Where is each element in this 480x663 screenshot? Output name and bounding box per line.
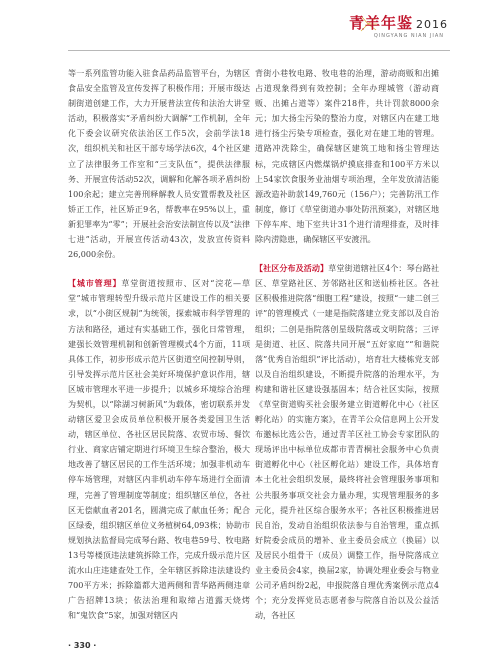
right-column — [255, 66, 439, 623]
left-column — [68, 66, 250, 623]
section-title-community: 【社区分布及活动】 — [255, 263, 329, 274]
header-divider — [68, 50, 450, 51]
yearbook-header — [298, 12, 448, 54]
community-text: 草堂街道辖社区4个：琴台路社区、草堂路社区、芳邻路社区和送仙桥社区。各社区积极推进院落“细胞工程”建设，按照“一建二创三评”的管理模式（一建是指院落建立党支部以及自治组织；二创是指院落创星级院落或文明院落；三评是街道、社区、院落共同开展“五好家庭”“和谐院落”优秀自治组织”评比活动），培育壮大楼栋党支部以及自治组织建设，不断提升院落的治理水平，为构建和谐社区建设强基固本；结合社区实际，按照《草堂街道购买社会服务建立街道孵化中心（社区孵化站）的实施方案》，在青羊公众信息网上公开发布邀标比选公告，通过青羊区社工协会专家团队的现场评出中标单位成都市青青桐社会服务中心负责街道孵化中心（社区孵化站）建设工作，具体培育本土化社会组织发展，最终将社会管理服务事项和公共服务事项交社会力量办理，实现管理服务的多元化，提升社区综合服务水平；各社区积极推进居民自治，发动自治组织依法参与自治管理，重点抓好院委会成员的增补、业主委员会成立（换届）以及居民小组骨干（成员）调整工作，指导院落成立业主委员会4家，换届2家，协调处理业委会与物业公司矛盾纠纷2起，申报院落自理优秀案例示范点4个；充分发挥党员志愿者参与院落自治以及公益活动，各社区 — [255, 264, 440, 621]
right-paragraph-1: 背街小巷牧电路、牧电巷的治理，游动商贩和出摊占道现象得到有效控制；全年办理城管（游动商贩、出摊占道等）案件218件，共计罚款8000余元；加大扬尘污染的整治力度，对辖区内在建工地进行扬尘污染专项检查，强化对在建工地的管理。道路冲洗除尘，确保辖区建筑工地和扬尘管理达标，完成辖区内燃煤锅炉摸底排查和100平方米以上54家饮食服务业油烟专项治理，全年发放清洁能源改造补助款149,760元（156户）；完善防汛工作制度，修订《草堂街道办事处防汛预案》，对辖区地下停车库、地下室共计31个进行清理排查，及时排除内涝隐患，确保辖区平安渡汛。 — [255, 69, 439, 245]
left-paragraph-1: 等一系列监管功能入驻食品药品监管平台，为辖区食品安全监管及宣传发挥了积极作用；开展市级达制街道创建工作，大力开展普法宣传和法治大讲堂活动，积极落实“矛盾纠纷大调解”工作机制，全年化下委会议研究依法治区工作5次，会前学法18次，组织机关和社区干部专场学法6次，4个社区建立了法律服务工作室和“三支队伍”，提供法律服务、开展宣传活动52次，调解和化解各项矛盾纠纷100余起；建立完善刑释解教人员安置帮教及社区矫正工作，社区矫正9名，帮教率在95%以上，重新犯罪率为“零”；开展社会治安法制宣传以及“法律七进”活动，开展宣传活动43次，发放宣传资料26,000余份。 — [68, 69, 250, 260]
page-number: · 330 · — [68, 641, 97, 650]
left-paragraph-2 — [68, 276, 250, 623]
right-paragraph-2 — [255, 261, 439, 623]
yearbook-logo — [349, 12, 448, 33]
section-title-urban-management: 【城市管理】 — [68, 278, 122, 289]
yearbook-pinyin: QINGYANG NIAN JIAN — [373, 33, 444, 39]
yearbook-title: 青羊年鉴 — [348, 14, 413, 32]
yearbook-year: 2016 — [416, 18, 448, 31]
urban-management-text: 草堂街道按照市、区对“浣花—草堂”城市管理转型升级示范片区建设工作的相关要求，以“小街区规制”为统领，探索城市科学管理的方法和路径，通过有实基础工作，强化日常管理，建强长效管理机制和创新管理模式4个方面，11项具体工作，初步形成示范片区街道空间控制导则，引导发挥示范片区社会美好环境保护意识作用，辖区城市管理水平进一步提升；以城乡环境综合治理为契机，以“除湖习树新风”为载体，密切联系并发动辖区爱卫会成员单位积极开展各类爱国卫生活动，辖区单位、各社区居民院落、农贸市场、餐饮行业、商家店铺定期进行环境卫生综合整治，极大地改善了辖区居民的工作生活环境；加强非机动车停车场管理，对辖区内非机动车停车场进行全面清理，完善了管理制度等制度；组织辖区单位，各社区无偿献血者201名，圆满完成了献血任务；配合区绿委，组织辖区单位义务植树64,093株；协助市规划执法监督局完成琴台路、牧电巷59号、牧电路13号等楼顶违法建筑拆除工作，完成升级示范片区流水山庄违建查处工作，全年辖区拆除违法建设约700平方米；拆除篇都大道两侧和青华路两侧违章广告招牌13块；依法治理和取缔占道露天烧烤和“鬼饮食”5家，加强对辖区内 — [68, 279, 251, 621]
